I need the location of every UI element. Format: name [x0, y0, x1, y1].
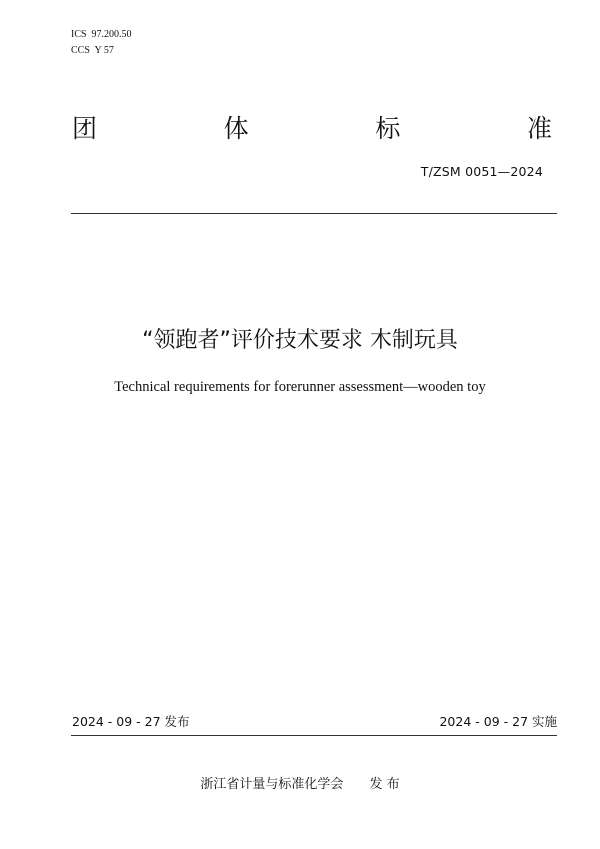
footer-divider [71, 735, 557, 736]
header-divider [71, 213, 557, 214]
publisher-name: 浙江省计量与标准化学会 [200, 777, 344, 792]
document-title-english: Technical requirements for forerunner assessment—wooden toy [114, 379, 486, 395]
standard-type-char: 团 [72, 114, 98, 143]
standard-code: T/ZSM 0051—2024 [420, 164, 543, 179]
publisher-action: 发 布 [369, 777, 400, 792]
ccs-code: CCS Y 57 [71, 45, 114, 56]
implementation-date: 2024 - 09 - 27 实施 [439, 714, 557, 729]
issue-date: 2024 - 09 - 27 发布 [72, 714, 190, 729]
ics-code: ICS 97.200.50 [71, 29, 132, 40]
document-title-chinese: “领跑者”评价技术要求 木制玩具 [142, 328, 458, 353]
publisher-line [0, 777, 600, 793]
standard-type-char: 标 [375, 114, 401, 143]
standard-type-char: 准 [526, 114, 552, 143]
standard-type-char: 体 [223, 114, 249, 143]
standard-type-heading [72, 113, 552, 145]
